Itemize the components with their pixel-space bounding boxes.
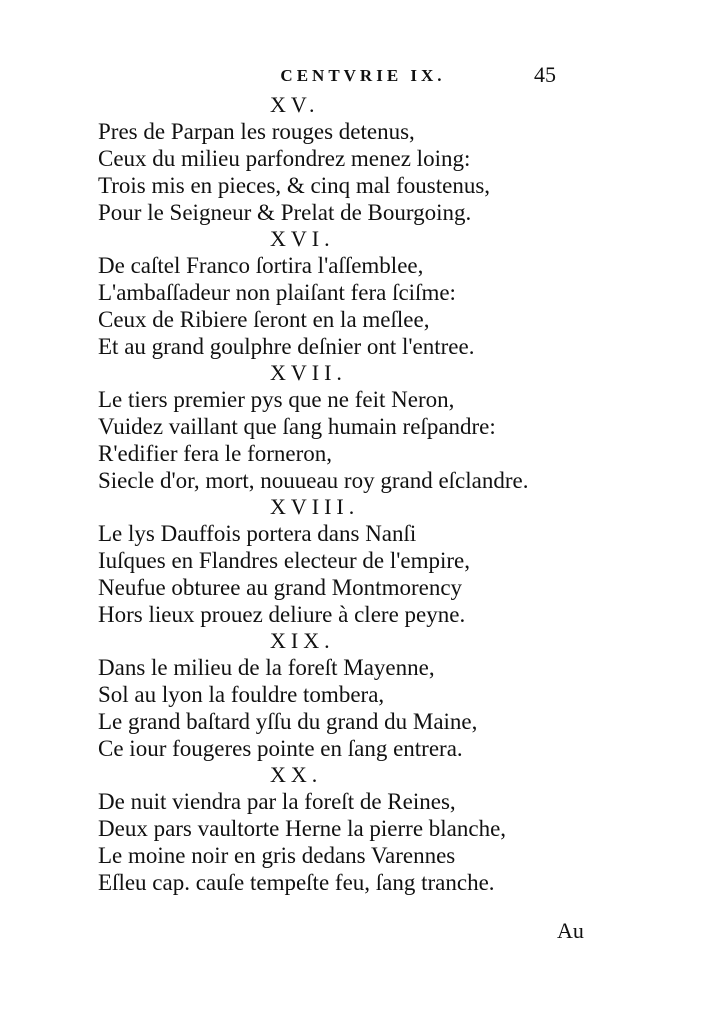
text-block [98,92,698,896]
verse-line: Pres de Parpan les rouges detenus, [98,119,415,144]
verse-line: Iuſques en Flandres electeur de l'empire, [98,548,470,573]
verse-line: Et au grand goulphre deſnier ont l'entree. [98,334,475,359]
quatrain-heading: XV. [270,92,320,117]
verse-line: Ceux de Ribiere ſeront en la meſlee, [98,307,430,332]
verse-line: Le tiers premier pys que ne feit Neron, [98,387,455,412]
catchword: Au [557,918,584,943]
verse-line: Trois mis en pieces, & cinq mal foustenus, [98,173,491,198]
verse-line: L'ambaſſadeur non plaiſant fera ſciſme: [98,280,456,305]
page-number: 45 [534,62,556,87]
verse-line: Le lys Dauffois portera dans Nanſi [98,521,417,546]
verse-line: Hors lieux prouez deliure à clere peyne. [98,602,466,627]
quatrain-heading: XVIII. [270,494,360,519]
verse-line: De caſtel Franco ſortira l'aſſemblee, [98,253,424,278]
verse-line: Le moine noir en gris dedans Varennes [98,843,456,868]
quatrain-heading: XX. [270,762,323,787]
verse-line: Siecle d'or, mort, nouueau roy grand eſclandre. [98,468,529,493]
verse-line: Ceux du milieu parfondrez menez loing: [98,146,471,171]
verse-line: Eſleu cap. cauſe tempeſte feu, ſang tranche. [98,870,495,895]
verse-line: De nuit viendra par la foreſt de Reines, [98,789,456,814]
verse-line: Vuidez vaillant que ſang humain reſpandre: [98,414,496,439]
verse-line: Deux pars vaultorte Herne la pierre blanche, [98,816,507,841]
verse-line: Pour le Seigneur & Prelat de Bourgoing. [98,200,472,225]
running-head: CENTVRIE IX. [280,66,446,85]
verse-line: Le grand baſtard yſſu du grand du Maine, [98,709,478,734]
verse-line: Sol au lyon la fouldre tombera, [98,682,385,707]
verse-line: Dans le milieu de la foreſt Mayenne, [98,655,435,680]
quatrain-heading: XVII. [270,360,347,385]
quatrain-heading: XIX. [270,628,335,653]
verse-line: Neufue obturee au grand Montmorency [98,575,463,600]
verse-line: R'edifier fera le forneron, [98,441,333,466]
verse-line: Ce iour fougeres pointe en ſang entrera. [98,736,463,761]
quatrain-heading: XVI. [270,226,335,251]
